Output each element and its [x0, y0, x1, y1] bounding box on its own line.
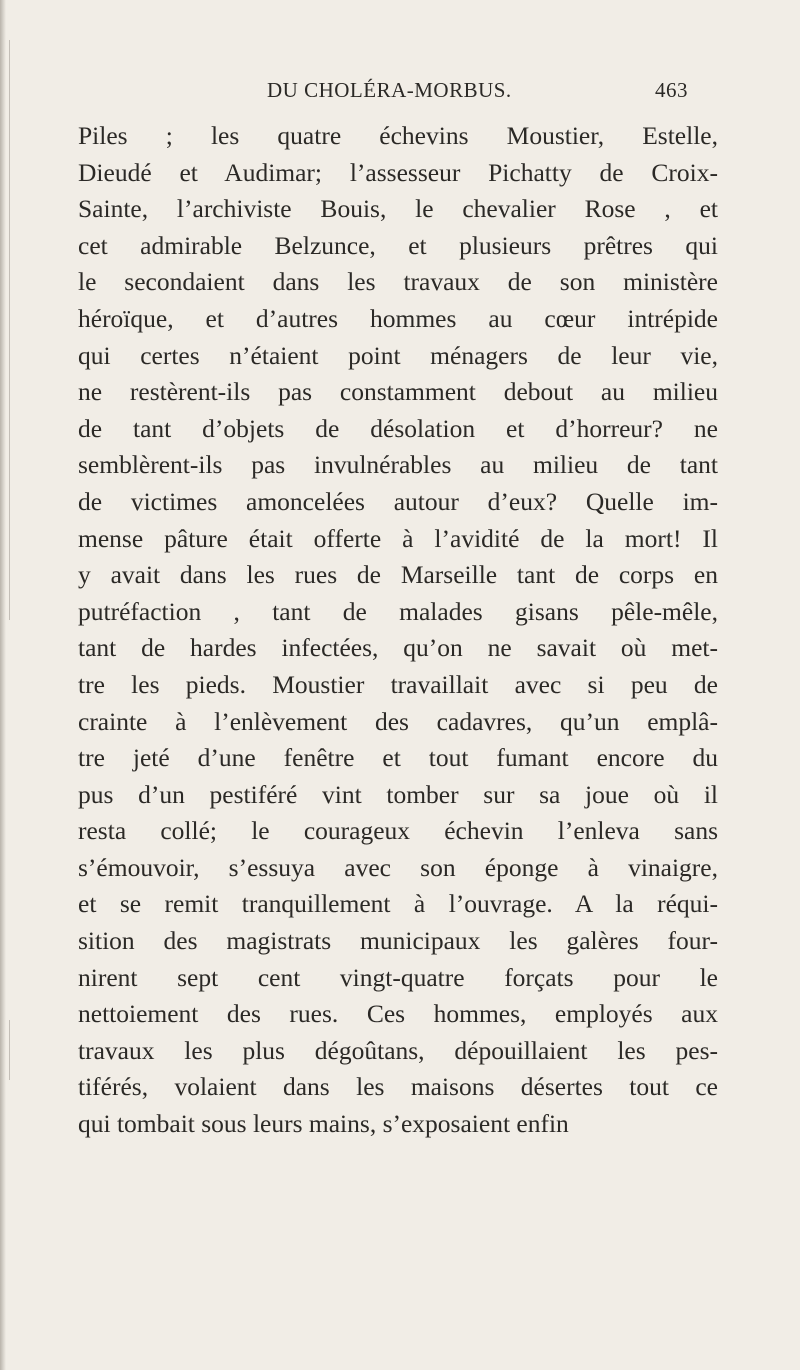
text-line: le secondaient dans les travaux de son ministère	[78, 267, 718, 297]
text-line: qui tombait sous leurs mains, s’exposaient enfin	[78, 1109, 569, 1139]
text-line: mense pâture était offerte à l’avidité de la mort! Il	[78, 523, 718, 553]
binding-shadow	[0, 0, 6, 1370]
running-header	[0, 78, 800, 112]
text-line: putréfaction , tant de malades gisans pêle-mêle,	[78, 596, 718, 626]
text-line: héroïque, et d’autres hommes au cœur intrépide	[78, 303, 718, 333]
text-line: de tant d’objets de désolation et d’horreur? ne	[78, 413, 718, 443]
text-line: resta collé; le courageux échevin l’enleva sans	[78, 816, 718, 846]
text-line: pus d’un pestiféré vint tomber sur sa joue où il	[78, 779, 718, 809]
text-line: tre jeté d’une fenêtre et tout fumant encore du	[78, 743, 718, 773]
text-line: de victimes amoncelées autour d’eux? Quelle im-	[78, 486, 718, 516]
text-line: nirent sept cent vingt-quatre forçats pour le	[78, 962, 718, 992]
running-title: DU CHOLÉRA-MORBUS.	[267, 78, 512, 102]
text-line: et se remit tranquillement à l’ouvrage. A la réqui-	[78, 889, 718, 919]
text-line: tre les pieds. Moustier travaillait avec si peu de	[78, 669, 718, 699]
text-line: Sainte, l’archiviste Bouis, le chevalier Rose , et	[78, 194, 718, 224]
text-line: y avait dans les rues de Marseille tant de corps en	[78, 560, 718, 590]
binding-edge-line	[9, 1020, 10, 1080]
text-line: Piles ; les quatre échevins Moustier, Estelle,	[78, 121, 718, 150]
text-line: cet admirable Belzunce, et plusieurs prêtres qui	[78, 230, 718, 260]
text-line: qui certes n’étaient point ménagers de leur vie,	[78, 340, 718, 370]
text-line: ne restèrent-ils pas constamment debout au milieu	[78, 377, 718, 407]
text-line: semblèrent-ils pas invulnérables au milieu de tant	[78, 450, 718, 480]
text-line: s’émouvoir, s’essuya avec son éponge à vinaigre,	[78, 852, 718, 882]
text-line: nettoiement des rues. Ces hommes, employés aux	[78, 999, 718, 1029]
text-line: crainte à l’enlèvement des cadavres, qu’un emplâ-	[78, 706, 718, 736]
page-number: 463	[655, 78, 688, 102]
text-line: tiférés, volaient dans les maisons désertes tout ce	[78, 1072, 718, 1102]
text-line: Dieudé et Audimar; l’assesseur Pichatty de Croix-	[78, 157, 718, 187]
text-line: tant de hardes infectées, qu’on ne savait où met-	[78, 633, 718, 663]
text-line: travaux les plus dégoûtans, dépouillaient les pes-	[78, 1035, 718, 1065]
body-text	[78, 118, 718, 1143]
binding-edge-line	[9, 40, 10, 620]
text-line: sition des magistrats municipaux les galères four-	[78, 926, 718, 956]
